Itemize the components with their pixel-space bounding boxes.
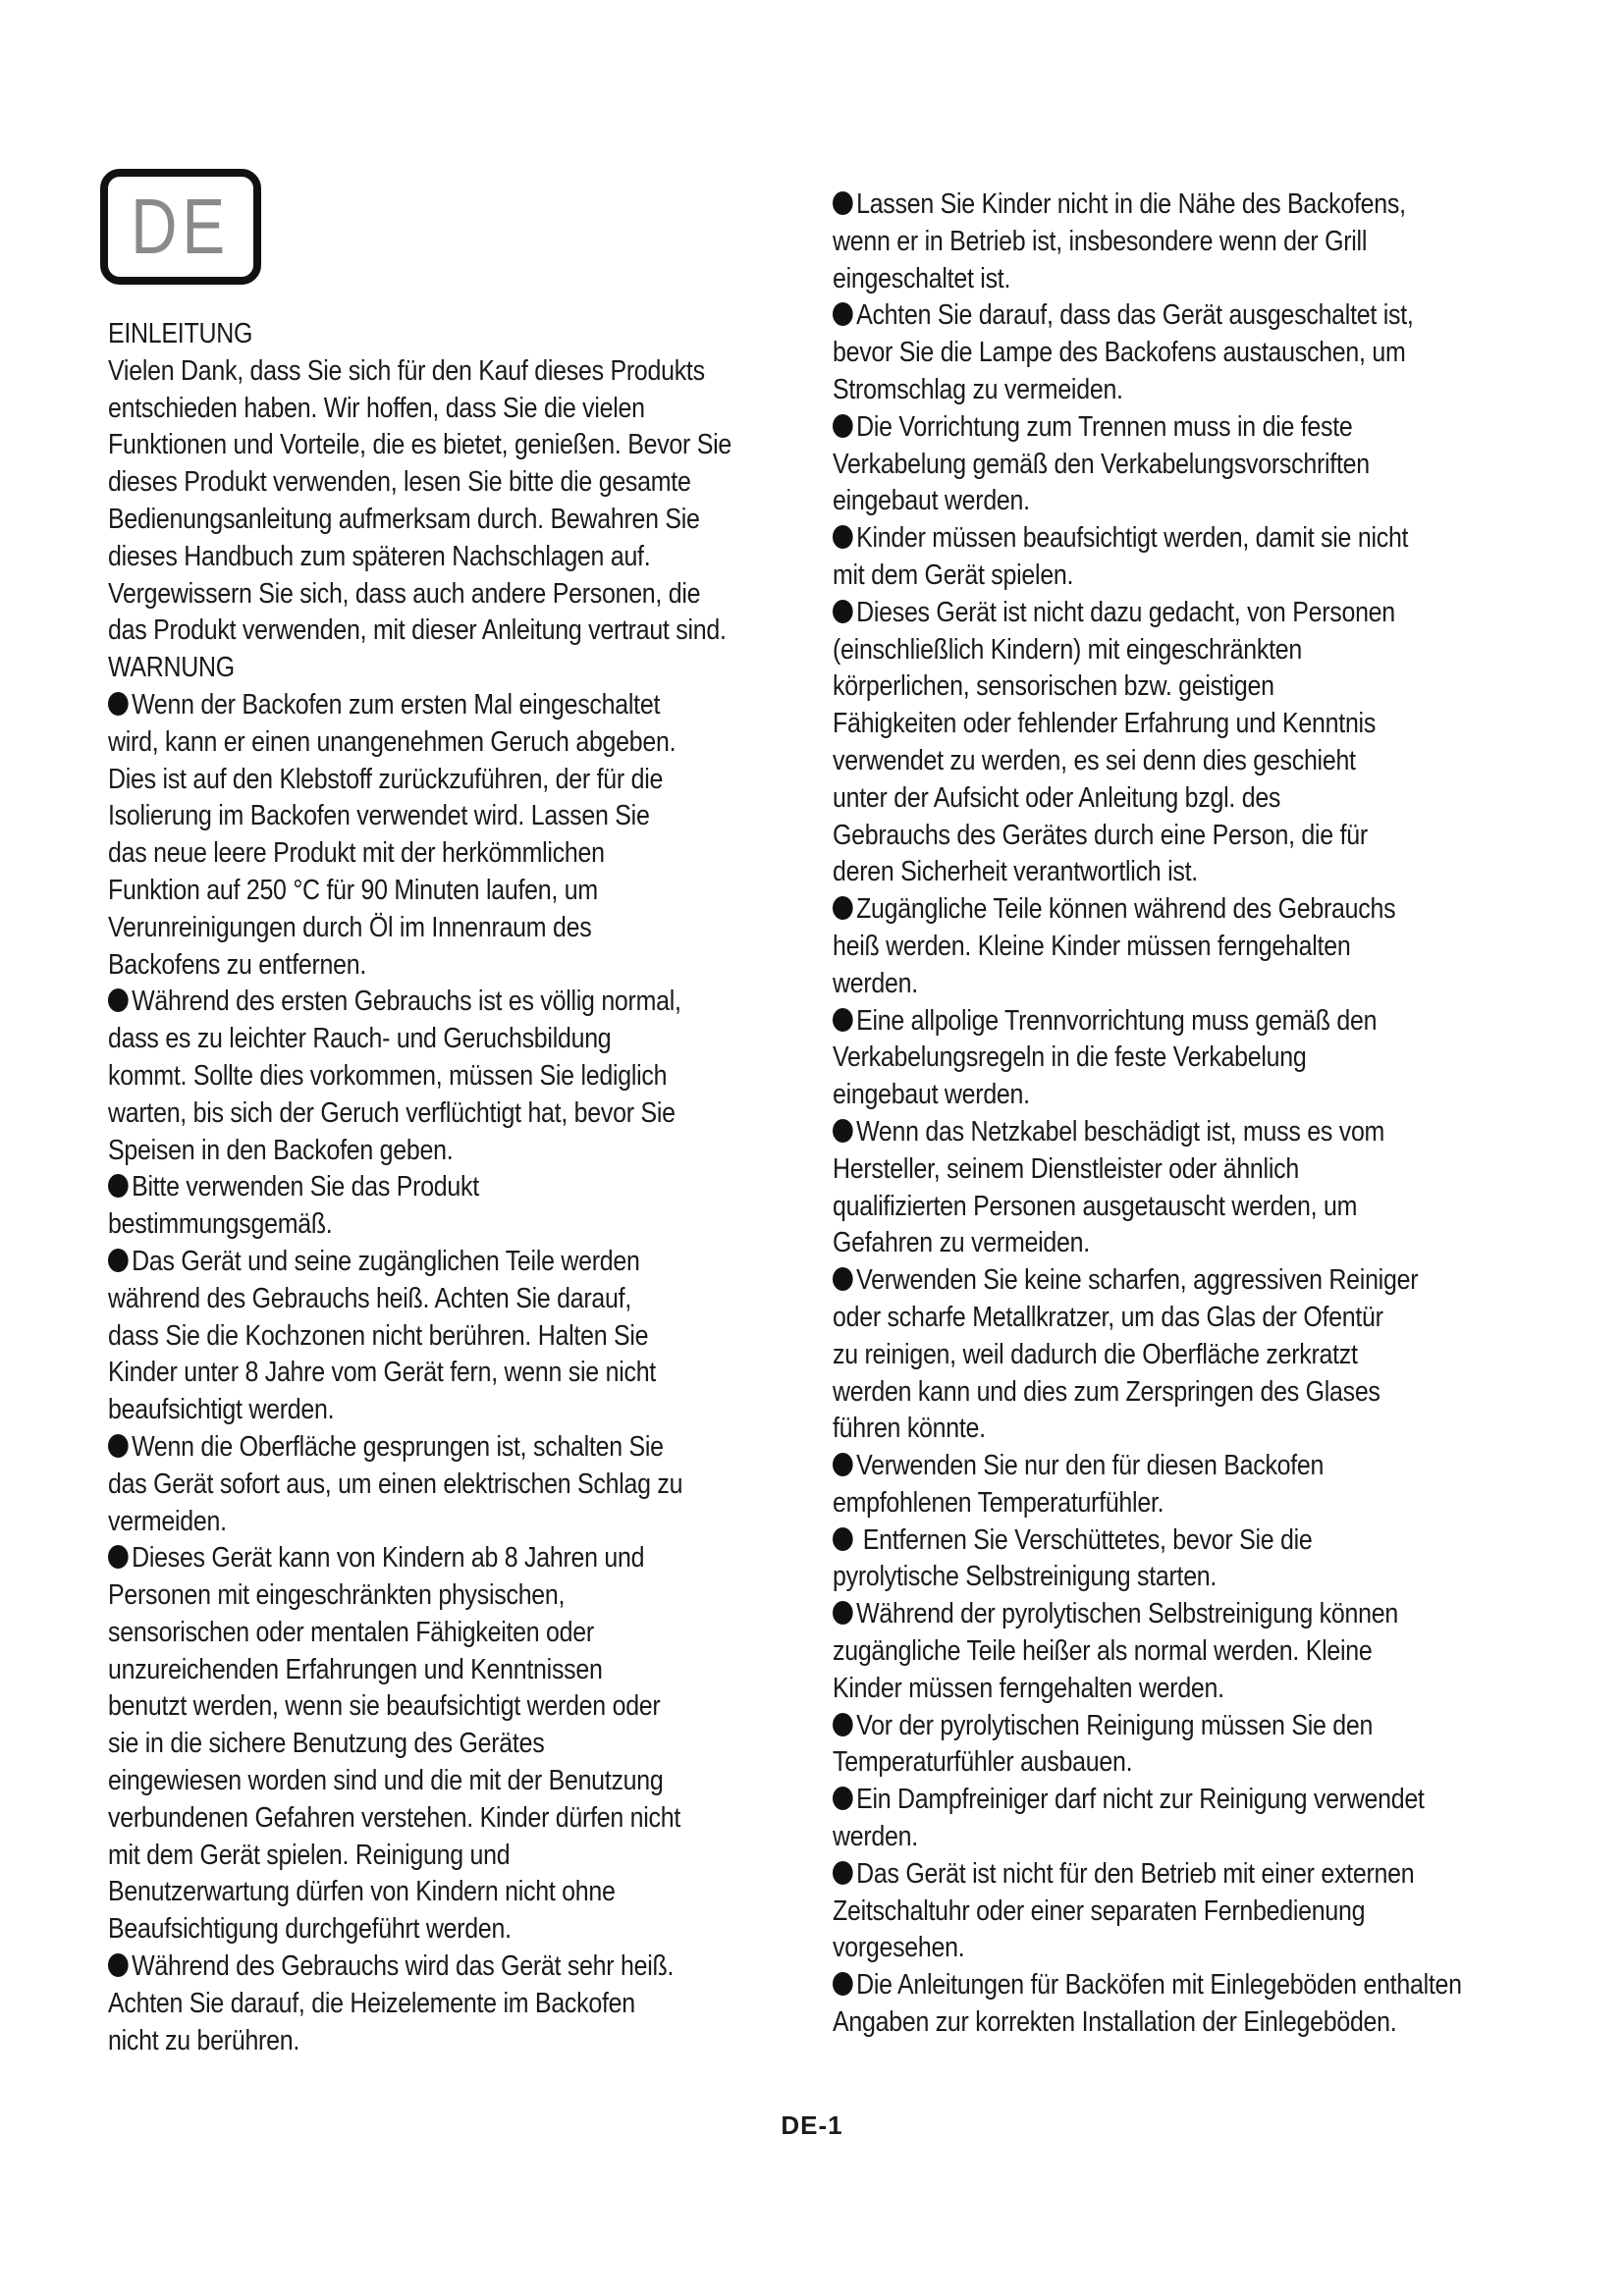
text-line: eingebaut werden.	[833, 1079, 1030, 1111]
text-line: Kinder unter 8 Jahre vom Gerät fern, wenn sie nicht	[108, 1357, 656, 1389]
text-line: empfohlenen Temperaturfühler.	[833, 1486, 1164, 1519]
bullet-line	[108, 1244, 737, 1281]
text-line: Funktionen und Vorteile, die es bietet, genießen. Bevor Sie	[108, 429, 732, 461]
text-line: verbundenen Gefahren verstehen. Kinder dürfen nicht	[108, 1801, 681, 1834]
text-line: Fähigkeiten oder fehlender Erfahrung und Kenntnis	[833, 708, 1377, 740]
text-line: eingeschaltet ist.	[833, 262, 1011, 294]
text-line: vermeiden.	[108, 1505, 227, 1537]
bullet-line	[833, 1522, 1475, 1560]
text-line: zugängliche Teile heißer als normal werden. Kleine	[833, 1635, 1373, 1668]
left-column	[108, 316, 839, 2059]
bullet-icon	[108, 1953, 129, 1977]
text-line: wenn er in Betrieb ist, insbesondere wenn der Grill	[833, 225, 1368, 257]
bullet-text: Wenn das Netzkabel beschädigt ist, muss es vom	[856, 1115, 1385, 1148]
text-line: eingewiesen worden sind und die mit der Benutzung	[108, 1765, 664, 1797]
bullet-icon	[108, 692, 129, 716]
page-number: DE-1	[781, 2110, 843, 2140]
text-line: verwendet zu werden, es sei denn dies geschieht	[833, 744, 1356, 776]
bullet-icon	[833, 1267, 853, 1291]
text-line: deren Sicherheit verantwortlich ist.	[833, 856, 1198, 888]
text-line: Personen mit eingeschränkten physischen,	[108, 1579, 566, 1612]
text-line: kommt. Sollte dies vorkommen, müssen Sie lediglich	[108, 1059, 668, 1092]
bullet-icon	[833, 1713, 853, 1736]
bullet-icon	[833, 191, 853, 215]
bullet-icon	[833, 1972, 853, 1996]
text-line: heiß werden. Kleine Kinder müssen ferngehalten	[833, 930, 1351, 962]
section-heading: WARNUNG	[108, 652, 235, 684]
bullet-icon	[833, 414, 853, 438]
bullet-icon	[833, 1453, 853, 1476]
text-line: Vielen Dank, dass Sie sich für den Kauf dieses Produkts	[108, 354, 705, 387]
text-line: vorgesehen.	[833, 1932, 965, 1964]
bullet-icon	[833, 302, 853, 326]
bullet-icon	[833, 1119, 853, 1143]
bullet-text: Das Gerät und seine zugänglichen Teile werden	[132, 1245, 640, 1277]
language-badge	[100, 169, 261, 285]
bullet-icon	[108, 1434, 129, 1458]
section-heading: EINLEITUNG	[108, 318, 253, 349]
text-line: eingebaut werden.	[833, 485, 1030, 517]
text-line: dieses Handbuch zum späteren Nachschlagen auf.	[108, 540, 651, 572]
text-line: Verkabelung gemäß den Verkabelungsvorschriften	[833, 448, 1370, 480]
text-line: Speisen in den Backofen geben.	[108, 1134, 454, 1166]
text-line: Verunreinigungen durch Öl im Innenraum des	[108, 911, 592, 943]
text-line: körperlichen, sensorischen bzw. geistigen	[833, 670, 1274, 703]
bullet-icon	[833, 1861, 853, 1885]
bullet-icon	[833, 1008, 853, 1032]
bullet-line	[833, 1448, 1475, 1485]
bullet-text: Wenn der Backofen zum ersten Mal eingeschaltet	[132, 688, 661, 721]
text-line: Benutzerwartung dürfen von Kindern nicht ohne	[108, 1876, 616, 1908]
text-line: nicht zu berühren.	[108, 2024, 300, 2056]
text-line: Achten Sie darauf, die Heizelemente im Backofen	[108, 1987, 635, 2019]
bullet-line	[833, 1856, 1475, 1894]
bullet-icon	[833, 1527, 853, 1551]
bullet-line	[833, 1596, 1475, 1633]
bullet-line	[833, 1967, 1475, 2004]
bullet-text: Eine allpolige Trennvorrichtung muss gemäß den	[856, 1004, 1378, 1037]
bullet-text: Lassen Sie Kinder nicht in die Nähe des Backofens,	[856, 188, 1406, 220]
text-line: werden kann und dies zum Zerspringen des Glases	[833, 1375, 1380, 1408]
bullet-line	[833, 297, 1475, 335]
text-line: Hersteller, seinem Dienstleister oder ähnlich	[833, 1152, 1299, 1185]
text-line: das Gerät sofort aus, um einen elektrischen Schlag zu	[108, 1468, 683, 1500]
bullet-text: Dieses Gerät ist nicht dazu gedacht, von Personen	[856, 596, 1395, 628]
bullet-text: Das Gerät ist nicht für den Betrieb mit einer externen	[856, 1857, 1415, 1890]
bullet-line	[108, 1949, 737, 1986]
bullet-text: Verwenden Sie keine scharfen, aggressiven Reiniger	[856, 1264, 1419, 1297]
text-line: dass es zu leichter Rauch- und Geruchsbildung	[108, 1023, 612, 1055]
text-line: dass Sie die Kochzonen nicht berühren. Halten Sie	[108, 1319, 649, 1352]
bullet-text: Bitte verwenden Sie das Produkt	[132, 1171, 479, 1203]
bullet-line	[833, 409, 1475, 447]
text-line: sensorischen oder mentalen Fähigkeiten oder	[108, 1616, 594, 1648]
bullet-icon	[833, 600, 853, 623]
text-line: Verkabelungsregeln in die feste Verkabelung	[833, 1041, 1307, 1074]
bullet-icon	[108, 1249, 129, 1272]
bullet-text: Kinder müssen beaufsichtigt werden, damit sie nicht	[856, 522, 1409, 555]
text-line: Vergewissern Sie sich, dass auch andere Personen, die	[108, 577, 701, 610]
bullet-text: Die Anleitungen für Backöfen mit Einlegeböden enthalten	[856, 1969, 1462, 2002]
bullet-icon	[108, 1545, 129, 1569]
bullet-icon	[833, 896, 853, 920]
text-line: das Produkt verwenden, mit dieser Anleitung vertraut sind.	[108, 614, 727, 647]
text-line: pyrolytische Selbstreinigung starten.	[833, 1561, 1218, 1593]
text-line: unzureichenden Erfahrungen und Kenntnissen	[108, 1653, 603, 1685]
bullet-line	[833, 891, 1475, 929]
bullet-line	[833, 187, 1475, 224]
text-line: Zeitschaltuhr oder einer separaten Fernbedienung	[833, 1895, 1366, 1927]
text-line: benutzt werden, wenn sie beaufsichtigt werden oder	[108, 1690, 661, 1723]
text-line: unter der Aufsicht oder Anleitung bzgl. des	[833, 781, 1281, 814]
bullet-line	[833, 1003, 1475, 1041]
bullet-text: Während des ersten Gebrauchs ist es völlig normal,	[132, 986, 681, 1018]
bullet-icon	[108, 988, 129, 1012]
bullet-line	[108, 1169, 737, 1206]
text-line: Bedienungsanleitung aufmerksam durch. Bewahren Sie	[108, 503, 700, 535]
bullet-text: Während des Gebrauchs wird das Gerät sehr heiß.	[132, 1950, 675, 1983]
bullet-line	[833, 520, 1475, 558]
bullet-text: Ein Dampfreiniger darf nicht zur Reinigung verwendet	[856, 1784, 1425, 1816]
bullet-text: Während der pyrolytischen Selbstreinigung können	[856, 1598, 1398, 1630]
text-line: Kinder müssen ferngehalten werden.	[833, 1672, 1224, 1704]
text-line: warten, bis sich der Geruch verflüchtigt hat, bevor Sie	[108, 1096, 676, 1129]
text-line: wird, kann er einen unangenehmen Geruch abgeben.	[108, 725, 677, 758]
bullet-line	[108, 1429, 737, 1467]
bullet-icon	[108, 1174, 129, 1198]
bullet-text: Dieses Gerät kann von Kindern ab 8 Jahren und	[132, 1542, 645, 1575]
bullet-line	[833, 1782, 1475, 1819]
text-line: Gebrauchs des Gerätes durch eine Person, die für	[833, 819, 1368, 851]
bullet-line	[833, 1262, 1475, 1300]
text-line: oder scharfe Metallkratzer, um das Glas der Ofentür	[833, 1301, 1383, 1333]
bullet-line	[108, 984, 737, 1021]
text-line: dieses Produkt verwenden, lesen Sie bitte die gesamte	[108, 466, 691, 499]
text-line: führen könnte.	[833, 1413, 986, 1445]
text-line: Gefahren zu vermeiden.	[833, 1227, 1090, 1259]
bullet-line	[108, 687, 737, 724]
text-line: zu reinigen, weil dadurch die Oberfläche zerkratzt	[833, 1338, 1358, 1370]
text-line: Isolierung im Backofen verwendet wird. Lassen Sie	[108, 800, 650, 832]
bullet-icon	[833, 1787, 853, 1810]
text-line: qualifizierten Personen ausgetauscht werden, um	[833, 1190, 1358, 1222]
text-line: Dies ist auf den Klebstoff zurückzuführen, der für die	[108, 763, 664, 795]
text-line: mit dem Gerät spielen. Reinigung und	[108, 1839, 511, 1871]
text-line: beaufsichtigt werden.	[108, 1394, 335, 1426]
text-line: entschieden haben. Wir hoffen, dass Sie die vielen	[108, 392, 645, 424]
bullet-line	[833, 1114, 1475, 1151]
bullet-text: Wenn die Oberfläche gesprungen ist, schalten Sie	[132, 1430, 664, 1463]
text-line: sie in die sichere Benutzung des Gerätes	[108, 1728, 545, 1760]
text-line: werden.	[833, 967, 918, 999]
text-line: Stromschlag zu vermeiden.	[833, 373, 1123, 405]
bullet-line	[833, 595, 1475, 632]
text-line: Angaben zur korrekten Installation der Einlegeböden.	[833, 2006, 1397, 2039]
text-line: Funktion auf 250 °C für 90 Minuten laufen, um	[108, 874, 598, 906]
bullet-text: Achten Sie darauf, dass das Gerät ausgeschaltet ist,	[856, 299, 1414, 332]
text-line: (einschließlich Kindern) mit eingeschränkten	[833, 633, 1302, 666]
bullet-text: Entfernen Sie Verschüttetes, bevor Sie die	[856, 1523, 1313, 1556]
bullet-text: Zugängliche Teile können während des Gebrauchs	[856, 893, 1396, 926]
right-column	[833, 187, 1579, 2042]
text-line: mit dem Gerät spielen.	[833, 559, 1074, 591]
text-line: Backofens zu entfernen.	[108, 948, 367, 981]
bullet-line	[108, 1540, 737, 1577]
text-line: Temperaturfühler ausbauen.	[833, 1746, 1133, 1779]
text-line: bevor Sie die Lampe des Backofens austauschen, um	[833, 337, 1406, 369]
bullet-line	[833, 1708, 1475, 1745]
bullet-text: Vor der pyrolytischen Reinigung müssen Sie den	[856, 1709, 1374, 1741]
text-line: während des Gebrauchs heiß. Achten Sie darauf,	[108, 1282, 631, 1314]
bullet-text: Verwenden Sie nur den für diesen Backofen	[856, 1450, 1325, 1482]
text-line: bestimmungsgemäß.	[108, 1208, 333, 1241]
text-line: das neue leere Produkt mit der herkömmlichen	[108, 837, 605, 870]
bullet-icon	[833, 1601, 853, 1625]
text-line: werden.	[833, 1821, 918, 1853]
language-code: DE	[131, 183, 231, 270]
text-line: Beaufsichtigung durchgeführt werden.	[108, 1913, 512, 1946]
bullet-text: Die Vorrichtung zum Trennen muss in die feste	[856, 410, 1353, 443]
bullet-icon	[833, 525, 853, 549]
